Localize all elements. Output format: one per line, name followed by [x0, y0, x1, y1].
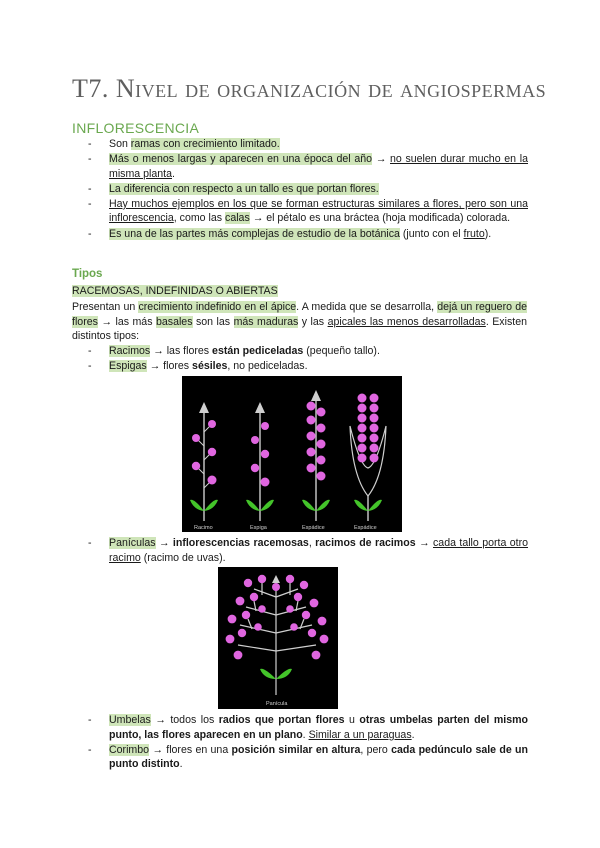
section-heading-inflorescencia: INFLORESCENCIA	[72, 120, 200, 136]
figure-racemose-svg	[182, 376, 402, 532]
racemosas-intro: Presentan un crecimiento indefinido en el ápice. A medida que se desarrolla, dejá un reguero de flores → las más basales son las más maduras y las apicales las menos desarrolladas. Existen distintos tipos:	[72, 301, 527, 343]
list-item: - Es una de las partes más complejas de estudio de la botánica (junto con el fruto).	[88, 227, 492, 240]
caption-espadice-1: Espádice	[302, 525, 325, 531]
espadice-drawing-1	[302, 390, 330, 521]
page-title: T7. Nivel de organización de angiospermas	[72, 74, 547, 103]
caption-espiga: Espiga	[250, 525, 267, 531]
caption-espadice-2: Espádice	[354, 525, 377, 531]
list-item: - Hay muchos ejemplos en los que se forman estructuras similares a flores, pero son una inflorescencia, como las calas → el pétalo es una bráctea (hoja modificada) colorada.	[88, 197, 528, 225]
figure-panicula	[218, 567, 338, 709]
figure-panicula-svg	[218, 567, 338, 709]
espadice-drawing-2	[350, 394, 386, 522]
list-item-racimos: - Racimos → las flores están pediceladas (pequeño tallo).	[88, 345, 380, 357]
section-heading-tipos: Tipos	[72, 268, 103, 280]
espiga-drawing	[246, 402, 274, 521]
racimo-drawing	[190, 402, 218, 521]
subheading-racemosas: RACEMOSAS, INDEFINIDAS O ABIERTAS	[72, 285, 278, 297]
list-item: - La diferencia con respecto a un tallo es que portan flores.	[88, 182, 379, 195]
list-item-paniculas: - Panículas → inflorescencias racemosas, racimos de racimos → cada tallo porta otro racimo (racimo de uvas).	[88, 537, 529, 564]
tipos-list-c	[88, 713, 528, 772]
tipos-list-b	[88, 536, 528, 566]
tipos-list-a	[88, 344, 528, 374]
list-item-umbelas: - Umbelas → todos los radios que portan flores u otras umbelas parten del mismo punto, las flores aparecen en un plano. Similar a un paraguas.	[88, 714, 528, 741]
list-item: - Son ramas con crecimiento limitado.	[88, 138, 280, 150]
list-item-corimbo: - Corimbo → flores en una posición similar en altura, pero cada pedúnculo sale de un punto distinto.	[88, 743, 528, 771]
figure-racemose-types	[182, 376, 402, 532]
inflorescencia-list	[88, 137, 528, 242]
caption-panicula: Panícula	[266, 701, 288, 707]
list-item: - Más o menos largas y aparecen en una época del año → no suelen durar mucho en la misma planta.	[88, 153, 528, 180]
caption-racimo: Racimo	[194, 525, 213, 531]
list-item-espigas: - Espigas → flores sésiles, no pediceladas.	[88, 360, 308, 373]
